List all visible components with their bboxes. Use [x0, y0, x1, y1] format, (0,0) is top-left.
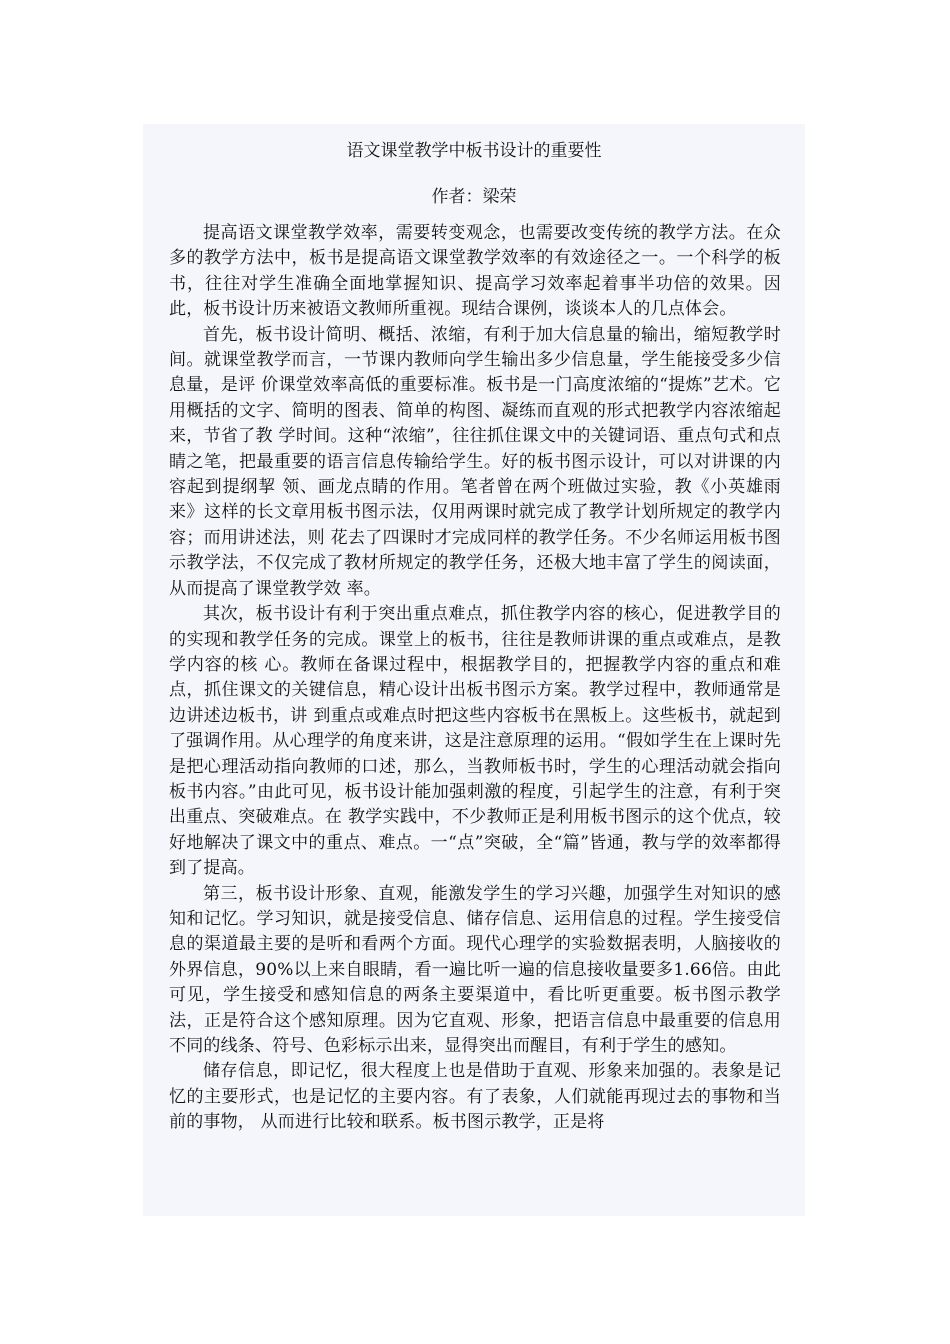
document-body — [169, 221, 781, 1136]
document-page — [143, 124, 805, 1216]
paragraph-first-point: 首先，板书设计简明、概括、浓缩，有利于加大信息量的输出，缩短教学时间。就课堂教学而言，一节课内教师向学生输出多少信息量，学生能接受多少信息量，是评 价课堂效率高低的重要标准。板书是一门高度浓缩的“提炼”艺术。它用概括的文字、简明的图表、简单的构图、凝练而直观的形式把教学内容浓缩起来，节省了教 学时间。这种“浓缩”，往往抓住课文中的关键词语、重点句式和点睛之笔，把最重要的语言信息传输给学生。好的板书图示设计，可以对讲课的内容起到提纲挈 领、画龙点睛的作用。笔者曾在两个班做过实验，教《小英雄雨来》这样的长文章用板书图示法，仅用两课时就完成了教学计划所规定的教学内容；而用讲述法，则 花去了四课时才完成同样的教学任务。不少名师运用板书图示教学法，不仅完成了教材所规定的教学任务，还极大地丰富了学生的阅读面，从而提高了课堂教学效 率。 — [169, 324, 781, 599]
paragraph-memory: 储存信息，即记忆，很大程度上也是借助于直观、形象来加强的。表象是记忆的主要形式，也是记忆的主要内容。有了表象，人们就能再现过去的事物和当前的事物， 从而进行比较和联系。板书图示教学，正是将 — [169, 1061, 781, 1133]
paragraph-intro: 提高语文课堂教学效率，需要转变观念，也需要改变传统的教学方法。在众多的教学方法中，板书是提高语文课堂教学效率的有效途径之一。一个科学的板书，往往对学生准确全面地掌握知识、提高学习效率起着事半功倍的效果。因此，板书设计历来被语文教师所重视。现结合课例，谈谈本人的几点体会。 — [169, 223, 781, 320]
document-author: 作者：梁荣 — [431, 187, 517, 207]
paragraph-third-point: 第三，板书设计形象、直观，能激发学生的学习兴趣，加强学生对知识的感知和记忆。学习知识，就是接受信息、储存信息、运用信息的过程。学生接受信息的渠道最主要的是听和看两个方面。现代心理学的实验数据表明，人脑接收的外界信息，90%以上来自眼睛，看一遍比听一遍的信息接收量要多1.66倍。由此可见，学生接受和感知信息的两条主要渠道中，看比听更重要。板书图示教学法，正是符合这个感知原理。因为它直观、形象，把语言信息中最重要的信息用不同的线条、符号、色彩标示出来，显得突出而醒目，有利于学生的感知。 — [169, 883, 781, 1056]
paragraph-second-point: 其次，板书设计有利于突出重点难点，抓住教学内容的核心，促进教学目的的实现和教学任务的完成。课堂上的板书，往往是教师讲课的重点或难点，是教学内容的核 心。教师在备课过程中，根据教学目的，把握教学内容的重点和难点，抓住课文的关键信息，精心设计出板书图示方案。教学过程中，教师通常是边讲述边板书，讲 到重点或难点时把这些内容板书在黑板上。这些板书，就起到了强调作用。从心理学的角度来讲，这是注意原理的运用。“假如学生在上课时先是把心理活动指向教师的口述，那么，当教师板书时，学生的心理活动就会指向板书内容。”由此可见，板书设计能加强刺激的程度，引起学生的注意，有利于突出重点、突破难点。在 教学实践中，不少教师正是利用板书图示的这个优点，较好地解决了课文中的重点、难点。一“点”突破，全“篇”皆通，教与学的效率都得到了提高。 — [169, 604, 781, 879]
document-title: 语文课堂教学中板书设计的重要性 — [346, 141, 602, 161]
